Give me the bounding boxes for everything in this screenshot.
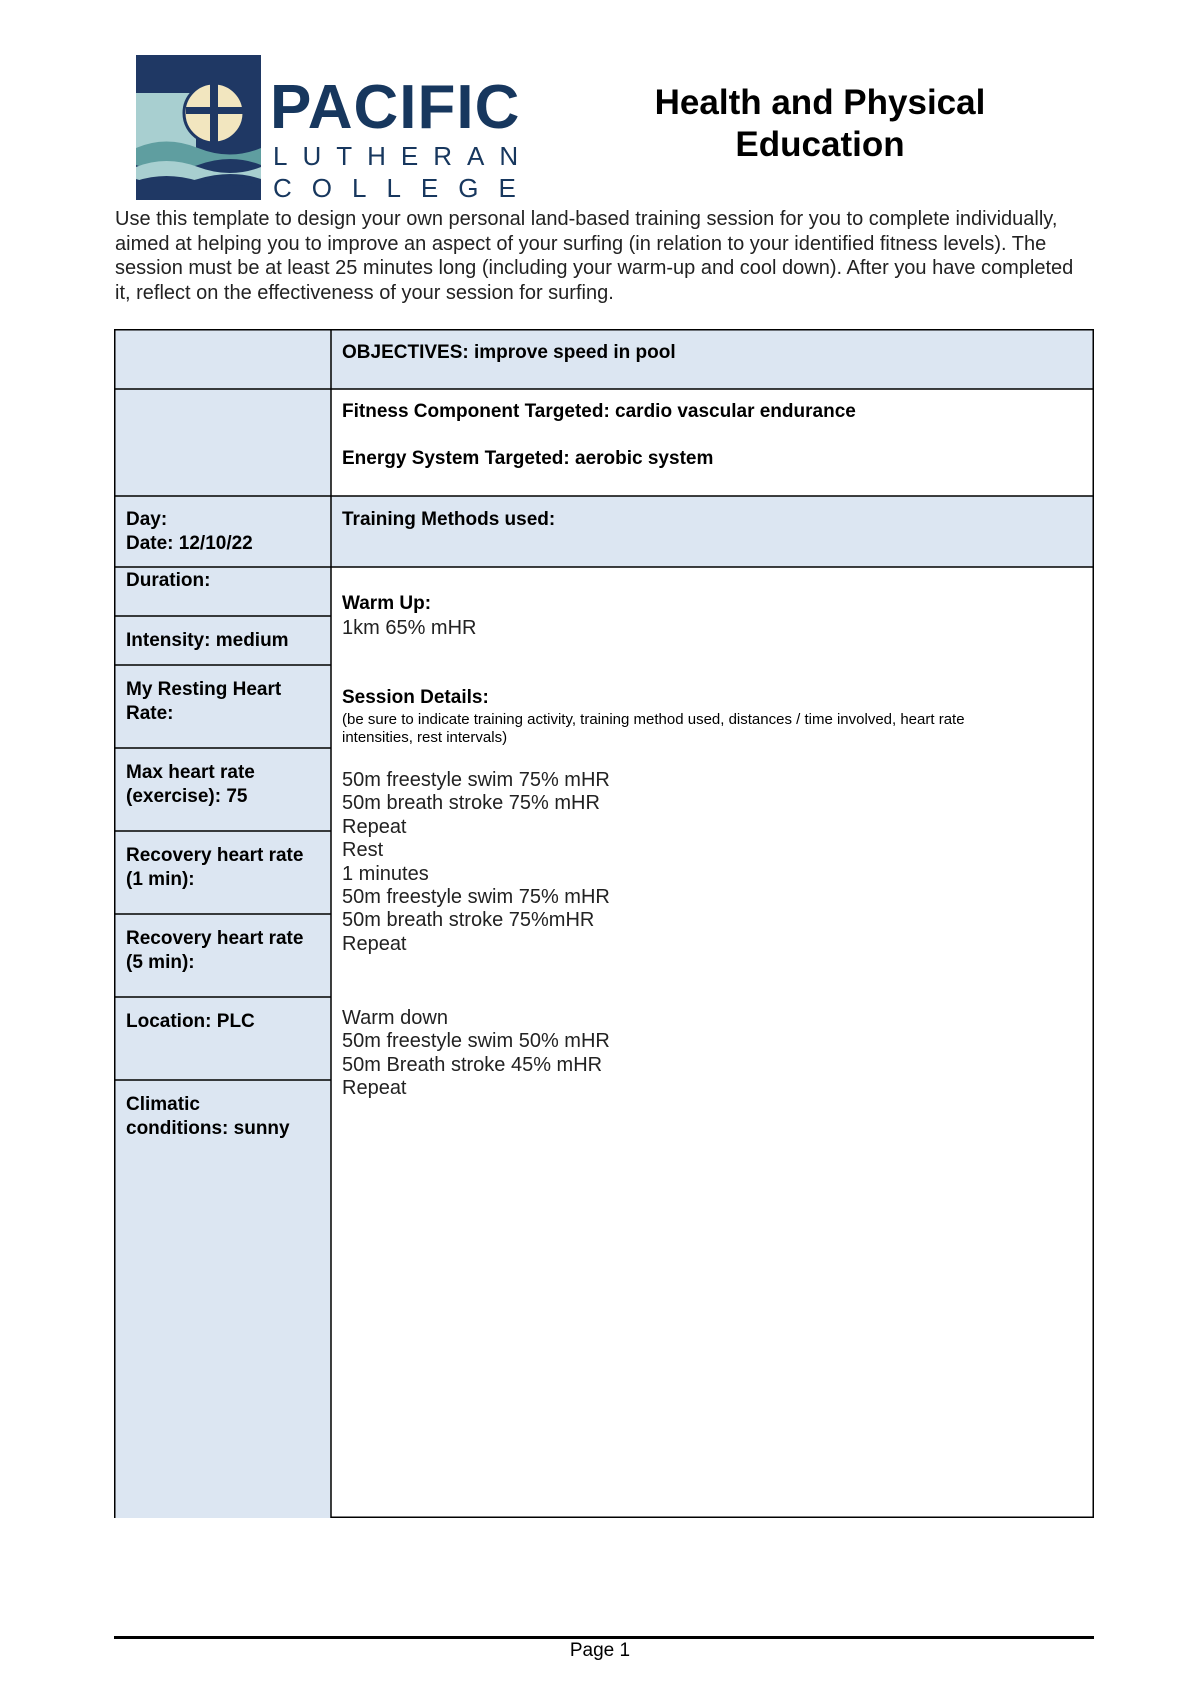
footer-divider	[114, 1636, 1094, 1639]
location-label: Location: PLC	[126, 1011, 255, 1032]
energy-system-text: Energy System Targeted: aerobic system	[342, 448, 714, 469]
max-heart-rate-label-1: Max heart rate	[126, 762, 255, 783]
session-line: 50m freestyle swim 75% mHR	[342, 886, 610, 909]
page-number: Page 1	[569, 1640, 631, 1661]
duration-label: Duration:	[126, 570, 211, 591]
training-session-table	[114, 329, 1094, 1518]
max-heart-rate-label-2: (exercise): 75	[126, 786, 248, 807]
recovery-5min-label-1: Recovery heart rate	[126, 928, 304, 949]
school-logo	[136, 55, 536, 203]
objectives-text: OBJECTIVES: improve speed in pool	[342, 342, 676, 363]
session-note-line-2: intensities, rest intervals)	[342, 729, 508, 746]
session-line: 50m freestyle swim 75% mHR	[342, 769, 610, 791]
session-line: 1 minutes	[342, 862, 429, 885]
logo-text-lutheran: LUTHERAN	[273, 141, 534, 171]
warmup-text: 1km 65% mHR	[342, 617, 477, 639]
session-line: Repeat	[342, 932, 407, 955]
day-label: Day:	[126, 509, 168, 530]
training-methods-label: Training Methods used:	[342, 509, 556, 530]
warmdown-line: Warm down	[342, 1007, 448, 1029]
intensity-label: Intensity: medium	[126, 630, 289, 651]
session-line: 50m breath stroke 75% mHR	[342, 792, 600, 815]
intro-paragraph: Use this template to design your own personal land-based training session for you to complete individually, aimed at helping you to improve an aspect of your surfing (in relation to your identified fitness levels). The session must be at least 25 minutes long (including your warm-up and cool down). After you have completed it, reflect on the effectiveness of your session for surfing.	[115, 208, 1074, 304]
recovery-5min-label-2: (5 min):	[126, 952, 195, 973]
session-line: Repeat	[342, 815, 407, 838]
warmdown-line: 50m freestyle swim 50% mHR	[342, 1030, 610, 1053]
session-line: Rest	[342, 839, 384, 862]
climatic-label-2: conditions: sunny	[126, 1118, 290, 1139]
warmdown-line: 50m Breath stroke 45% mHR	[342, 1053, 603, 1076]
resting-heart-rate-label-2: Rate:	[126, 703, 174, 724]
fitness-component-text: Fitness Component Targeted: cardio vascular endurance	[342, 401, 856, 422]
session-details-heading: Session Details:	[342, 687, 489, 708]
climatic-label-1: Climatic	[126, 1094, 200, 1115]
warmdown-line: Repeat	[342, 1077, 407, 1100]
resting-heart-rate-label-1: My Resting Heart	[126, 679, 282, 700]
recovery-1min-label-2: (1 min):	[126, 869, 195, 890]
warmup-heading: Warm Up:	[342, 593, 432, 614]
warmdown-lines	[342, 1007, 610, 1101]
wave-crest-icon	[136, 55, 261, 200]
logo-text-college: COLLEGE	[273, 173, 536, 203]
document-title: Health and Physical Education	[654, 83, 986, 164]
session-note-line-1: (be sure to indicate training activity, training method used, distances / time involved, heart rate	[342, 711, 965, 728]
date-label: Date: 12/10/22	[126, 533, 253, 554]
session-line: 50m breath stroke 75%mHR	[342, 909, 595, 932]
logo-text-pacific: PACIFIC	[270, 73, 521, 142]
session-lines	[342, 769, 610, 956]
recovery-1min-label-1: Recovery heart rate	[126, 845, 304, 866]
